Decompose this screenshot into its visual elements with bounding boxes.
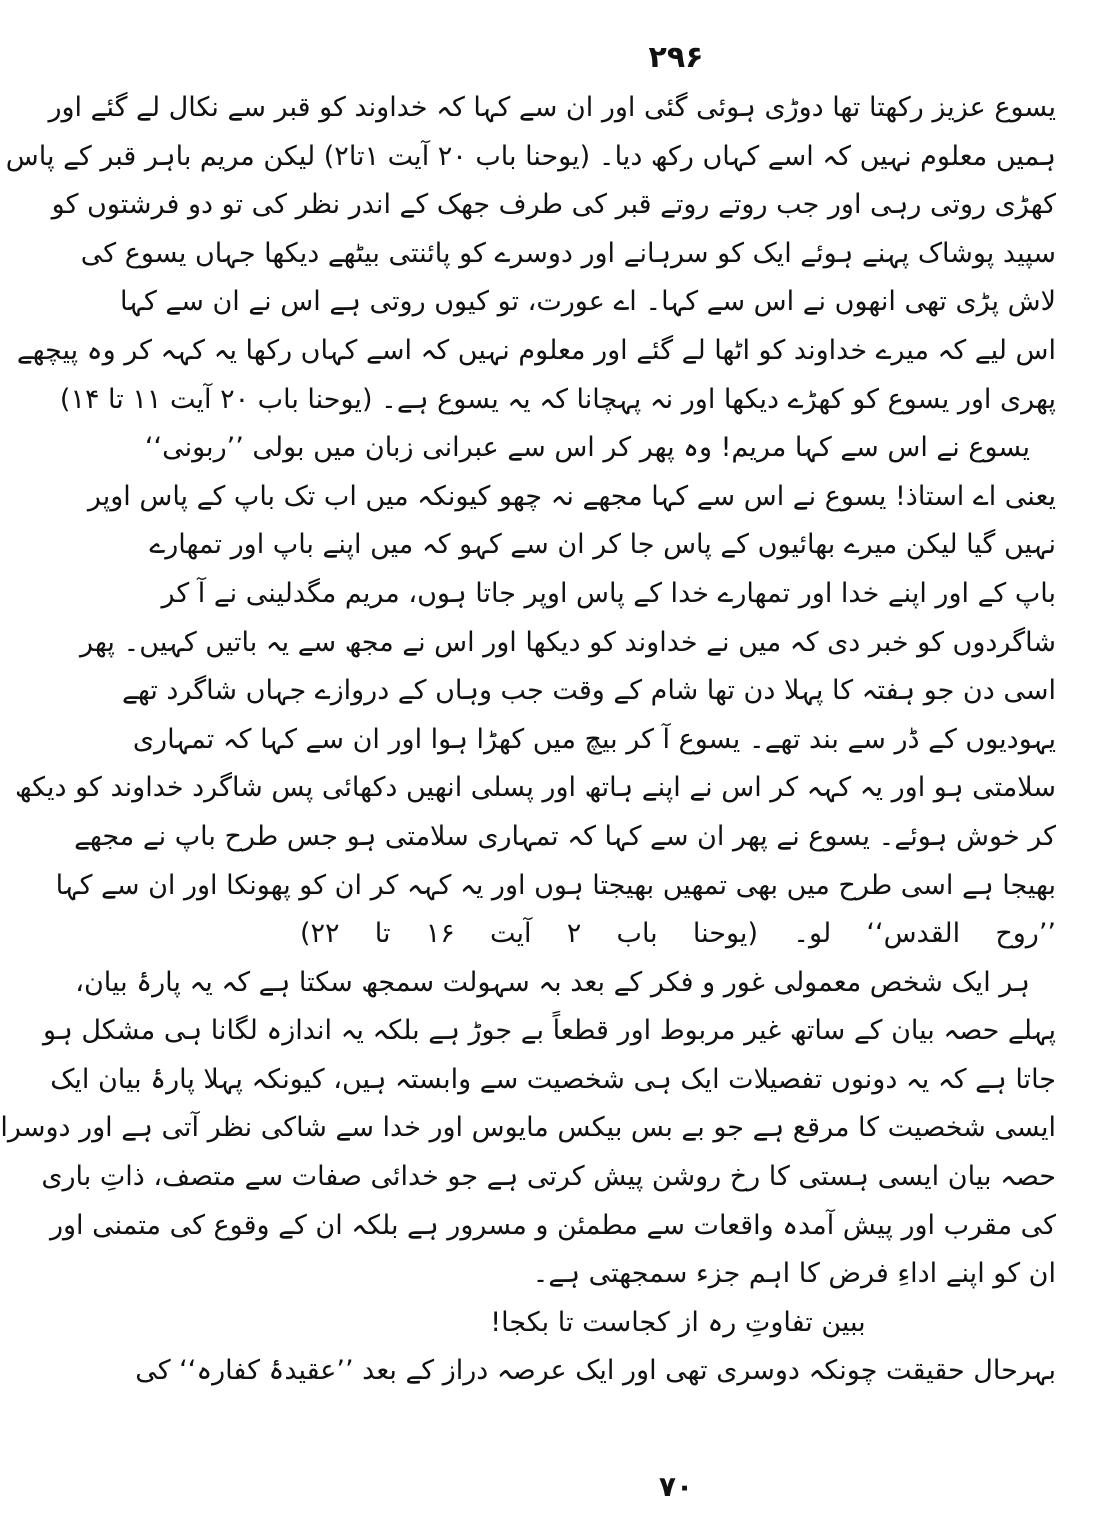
text-line: بہرحال حقیقت چونکہ دوسری تھی اور ایک عرصہ دراز کے بعد ’’عقیدۂ کفارہ‘‘ کی (135, 1355, 1056, 1387)
text-line: یعنی اے استاذ! یسوع نے اس سے کہا مجھے نہ چھو کیونکہ میں اب تک باپ کے پاس اوپر (87, 480, 1056, 512)
text-line: ہمیں معلوم نہیں کہ اسے کہاں رکھ دیا۔ (یوحنا باب ۲۰ آیت ۱تا۲) لیکن مریم باہر قبر کے پاس (5, 140, 1056, 172)
text-line: پہلے حصہ بیان کے ساتھ غیر مربوط اور قطعاً بے جوڑ ہے بلکہ یہ اندازہ لگانا ہی مشکل ہو (43, 1015, 1056, 1047)
footer-number: ۷۰ (658, 1470, 694, 1503)
text-line: کی مقرب اور پیش آمدہ واقعات سے مطمئن و مسرور ہے بلکہ ان کے وقوع کی متمنی اور (49, 1209, 1056, 1241)
text-line: ایسی شخصیت کا مرقع ہے جو بے بس بیکس مایوس اور خدا سے شاکی نظر آتی ہے اور دوسرا (0, 1112, 1056, 1144)
text-line: اس لیے کہ میرے خداوند کو اٹھا لے گئے اور معلوم نہیں کہ اسے کہاں رکھا یہ کہہ کر وہ پیچھے (16, 334, 1056, 366)
text-line: اسی دن جو ہفتہ کا پہلا دن تھا شام کے وقت جب وہاں کے دروازے جہاں شاگرد تھے (122, 675, 1056, 707)
page-number: ۲۹۶ (648, 40, 704, 75)
text-line: بھیجا ہے اسی طرح میں بھی تمھیں بھیجتا ہوں اور یہ کہہ کر ان کو پھونکا اور ان سے کہا (55, 869, 1056, 901)
text-line: کر خوش ہوئے۔ یسوع نے پھر ان سے کہا کہ تمہاری سلامتی ہو جس طرح باپ نے مجھے (74, 820, 1056, 852)
text-line: یسوع نے اس سے کہا مریم! وہ پھر کر اس سے عبرانی زبان میں بولی ’’ربونی‘‘ (144, 432, 1030, 464)
text-line: یسوع عزیز رکھتا تھا دوڑی ہوئی گئی اور ان سے کہا کہ خداوند کو قبر سے نکال لے گئے اور (48, 92, 1056, 123)
text-line: ’’روح القدس‘‘ لو۔ (یوحنا باب ۲ آیت ۱۶ تا ۲۲) (300, 918, 1057, 950)
text-line: حصہ بیان ایسی ہستی کا رخ روشن پیش کرتی ہے جو خدائی صفات سے متصف، ذاتِ باری (41, 1161, 1056, 1193)
text-line: پھری اور یسوع کو کھڑے دیکھا اور نہ پہچانا کہ یہ یسوع ہے۔ (یوحنا باب ۲۰ آیت ۱۱ تا ۱۴) (59, 383, 1056, 415)
text-line: باپ کے اور اپنے خدا اور تمھارے خدا کے پاس اوپر جاتا ہوں، مریم مگدلینی نے آ کر (161, 577, 1056, 609)
text-line: کھڑی روتی رہی اور جب روتے روتے قبر کی طرف جھک کے اندر نظر کی تو دو فرشتوں کو (51, 189, 1056, 221)
text-line: سلامتی ہو اور یہ کہہ کر اس نے اپنے ہاتھ اور پسلی انھیں دکھائی پس شاگرد خداوند کو دیکھ (15, 772, 1056, 804)
text-line: لاش پڑی تھی انھوں نے اس سے کہا۔ اے عورت، تو کیوں روتی ہے اس نے ان سے کہا (119, 286, 1056, 318)
text-line: یہودیوں کے ڈر سے بند تھے۔ یسوع آ کر بیچ میں کھڑا ہوا اور ان سے کہا کہ تمہاری (132, 723, 1056, 755)
text-line: سپید پوشاک پہنے ہوئے ایک کو سرہانے اور دوسرے کو پائنتی بیٹھے دیکھا جہاں یسوع کی (80, 237, 1056, 269)
text-line: ان کو اپنے اداءِ فرض کا اہم جزء سمجھتی ہے۔ (532, 1258, 1056, 1290)
text-line: نہیں گیا لیکن میرے بھائیوں کے پاس جا کر ان سے کہو کہ میں اپنے باپ اور تمھارے (149, 529, 1056, 561)
text-line: شاگردوں کو خبر دی کہ میں نے خداوند کو دیکھا اور اس نے مجھ سے یہ باتیں کہیں۔ پھر (80, 626, 1056, 658)
text-line: جاتا ہے کہ یہ دونوں تفصیلات ایک ہی شخصیت سے وابستہ ہیں، کیونکہ پہلا پارۂ بیان ایک (50, 1063, 1056, 1095)
verse-line: ببین تفاوتِ رہ از کجاست تا بکجا! (490, 1306, 866, 1338)
body-text (0, 84, 1057, 1396)
text-line: ہر ایک شخص معمولی غور و فکر کے بعد بہ سہولت سمجھ سکتا ہے کہ یہ پارۂ بیان، (75, 966, 1030, 998)
